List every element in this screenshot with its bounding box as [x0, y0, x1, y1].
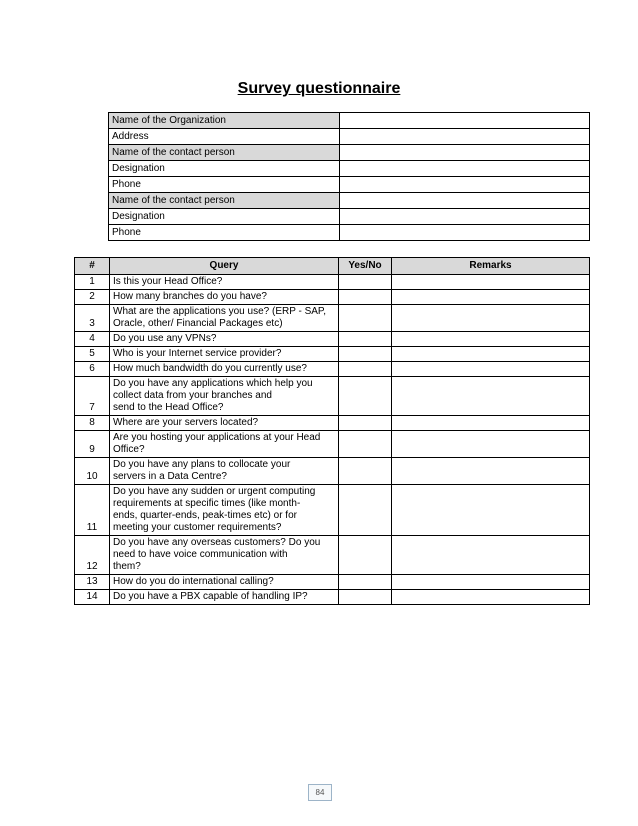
contact-field-value[interactable]: [340, 193, 590, 209]
contact-field-label: Phone: [109, 225, 340, 241]
yes-no-answer-cell[interactable]: [339, 431, 392, 458]
contact-field-label: Phone: [109, 177, 340, 193]
query-text: [110, 362, 339, 377]
query-row: [75, 458, 590, 485]
yes-no-answer-cell[interactable]: [339, 377, 392, 416]
query-row: [75, 275, 590, 290]
remarks-cell[interactable]: [392, 347, 590, 362]
query-text: [110, 485, 339, 536]
query-text: [110, 416, 339, 431]
query-number: 1: [75, 275, 110, 290]
header-query: Query: [110, 258, 339, 275]
query-text-line: Do you have any sudden or urgent computing: [113, 486, 316, 497]
contact-field-value[interactable]: [340, 177, 590, 193]
page-number: 84: [308, 784, 332, 801]
contact-field-label: Name of the contact person: [109, 145, 340, 161]
remarks-cell[interactable]: [392, 290, 590, 305]
query-number: 2: [75, 290, 110, 305]
query-text-line: Do you have any plans to collocate your: [113, 459, 291, 470]
query-text-line: collect data from your branches and: [113, 390, 272, 401]
contact-field-label: Name of the Organization: [109, 113, 340, 129]
contact-field-label: Address: [109, 129, 340, 145]
query-text-line: Do you have any overseas customers? Do you: [113, 537, 321, 548]
query-text: [110, 377, 339, 416]
contact-row: [109, 209, 590, 225]
contact-field-value[interactable]: [340, 129, 590, 145]
query-text-line: send to the Head Office?: [113, 402, 224, 413]
remarks-cell[interactable]: [392, 362, 590, 377]
remarks-cell[interactable]: [392, 377, 590, 416]
contact-row: [109, 129, 590, 145]
remarks-cell[interactable]: [392, 416, 590, 431]
query-text-line: Is this your Head Office?: [113, 276, 223, 287]
contact-row: [109, 177, 590, 193]
query-row: [75, 305, 590, 332]
query-row: [75, 377, 590, 416]
query-text-line: Do you have a PBX capable of handling IP?: [113, 591, 308, 602]
query-row: [75, 575, 590, 590]
contact-field-label: Designation: [109, 209, 340, 225]
yes-no-answer-cell[interactable]: [339, 575, 392, 590]
yes-no-answer-cell[interactable]: [339, 332, 392, 347]
remarks-cell[interactable]: [392, 485, 590, 536]
contact-field-value[interactable]: [340, 161, 590, 177]
yes-no-answer-cell[interactable]: [339, 458, 392, 485]
query-text-line: them?: [113, 561, 141, 572]
query-row: [75, 536, 590, 575]
query-text-line: How do you do international calling?: [113, 576, 274, 587]
yes-no-answer-cell[interactable]: [339, 485, 392, 536]
query-row: [75, 485, 590, 536]
contact-row: [109, 193, 590, 209]
query-text-line: Office?: [113, 444, 145, 455]
yes-no-answer-cell[interactable]: [339, 290, 392, 305]
contact-row: [109, 161, 590, 177]
query-number: 13: [75, 575, 110, 590]
query-table: [74, 257, 590, 605]
remarks-cell[interactable]: [392, 275, 590, 290]
query-number: 7: [75, 377, 110, 416]
yes-no-answer-cell[interactable]: [339, 362, 392, 377]
query-row: [75, 332, 590, 347]
contact-row: [109, 145, 590, 161]
contact-field-value[interactable]: [340, 113, 590, 129]
query-number: 4: [75, 332, 110, 347]
contact-field-value[interactable]: [340, 209, 590, 225]
remarks-cell[interactable]: [392, 590, 590, 605]
contact-row: [109, 113, 590, 129]
query-text: [110, 590, 339, 605]
query-row: [75, 347, 590, 362]
query-text-line: ends, quarter-ends, peak-times etc) or for: [113, 510, 297, 521]
query-text: [110, 305, 339, 332]
contact-field-label: Designation: [109, 161, 340, 177]
query-text: [110, 458, 339, 485]
header-yes-no: Yes/No: [339, 258, 392, 275]
query-text-line: meeting your customer requirements?: [113, 522, 282, 533]
query-text-line: How much bandwidth do you currently use?: [113, 363, 307, 374]
yes-no-answer-cell[interactable]: [339, 275, 392, 290]
query-text-line: Who is your Internet service provider?: [113, 348, 282, 359]
query-table-header-row: [75, 258, 590, 275]
query-text-line: How many branches do you have?: [113, 291, 267, 302]
query-text-line: Where are your servers located?: [113, 417, 259, 428]
yes-no-answer-cell[interactable]: [339, 347, 392, 362]
query-number: 11: [75, 485, 110, 536]
contact-row: [109, 225, 590, 241]
query-number: 8: [75, 416, 110, 431]
query-row: [75, 590, 590, 605]
remarks-cell[interactable]: [392, 536, 590, 575]
query-text-line: Are you hosting your applications at your Head: [113, 432, 321, 443]
query-text: [110, 536, 339, 575]
query-number: 10: [75, 458, 110, 485]
query-text: [110, 332, 339, 347]
query-number: 3: [75, 305, 110, 332]
query-row: [75, 362, 590, 377]
remarks-cell[interactable]: [392, 431, 590, 458]
query-text: [110, 575, 339, 590]
query-row: [75, 290, 590, 305]
query-text-line: need to have voice communication with: [113, 549, 288, 560]
query-text-line: servers in a Data Centre?: [113, 471, 227, 482]
contact-info-table: [108, 112, 590, 241]
query-row: [75, 416, 590, 431]
header-number: #: [75, 258, 110, 275]
query-number: 12: [75, 536, 110, 575]
query-text: [110, 431, 339, 458]
yes-no-answer-cell[interactable]: [339, 416, 392, 431]
query-text-line: requirements at specific times (like month-: [113, 498, 301, 509]
contact-field-label: Name of the contact person: [109, 193, 340, 209]
remarks-cell[interactable]: [392, 332, 590, 347]
query-text-line: Do you use any VPNs?: [113, 333, 217, 344]
contact-field-value[interactable]: [340, 225, 590, 241]
remarks-cell[interactable]: [392, 305, 590, 332]
query-text-line: What are the applications you use? (ERP - SAP,: [113, 306, 327, 317]
query-text-line: Do you have any applications which help you: [113, 378, 313, 389]
query-number: 5: [75, 347, 110, 362]
yes-no-answer-cell[interactable]: [339, 305, 392, 332]
query-number: 6: [75, 362, 110, 377]
yes-no-answer-cell[interactable]: [339, 536, 392, 575]
remarks-cell[interactable]: [392, 458, 590, 485]
remarks-cell[interactable]: [392, 575, 590, 590]
query-text: [110, 290, 339, 305]
page-title: Survey questionnaire: [237, 80, 401, 97]
header-remarks: Remarks: [392, 258, 590, 275]
query-text-line: Oracle, other/ Financial Packages etc): [113, 318, 283, 329]
query-text: [110, 275, 339, 290]
yes-no-answer-cell[interactable]: [339, 590, 392, 605]
query-number: 14: [75, 590, 110, 605]
query-number: 9: [75, 431, 110, 458]
query-row: [75, 431, 590, 458]
query-text: [110, 347, 339, 362]
contact-field-value[interactable]: [340, 145, 590, 161]
